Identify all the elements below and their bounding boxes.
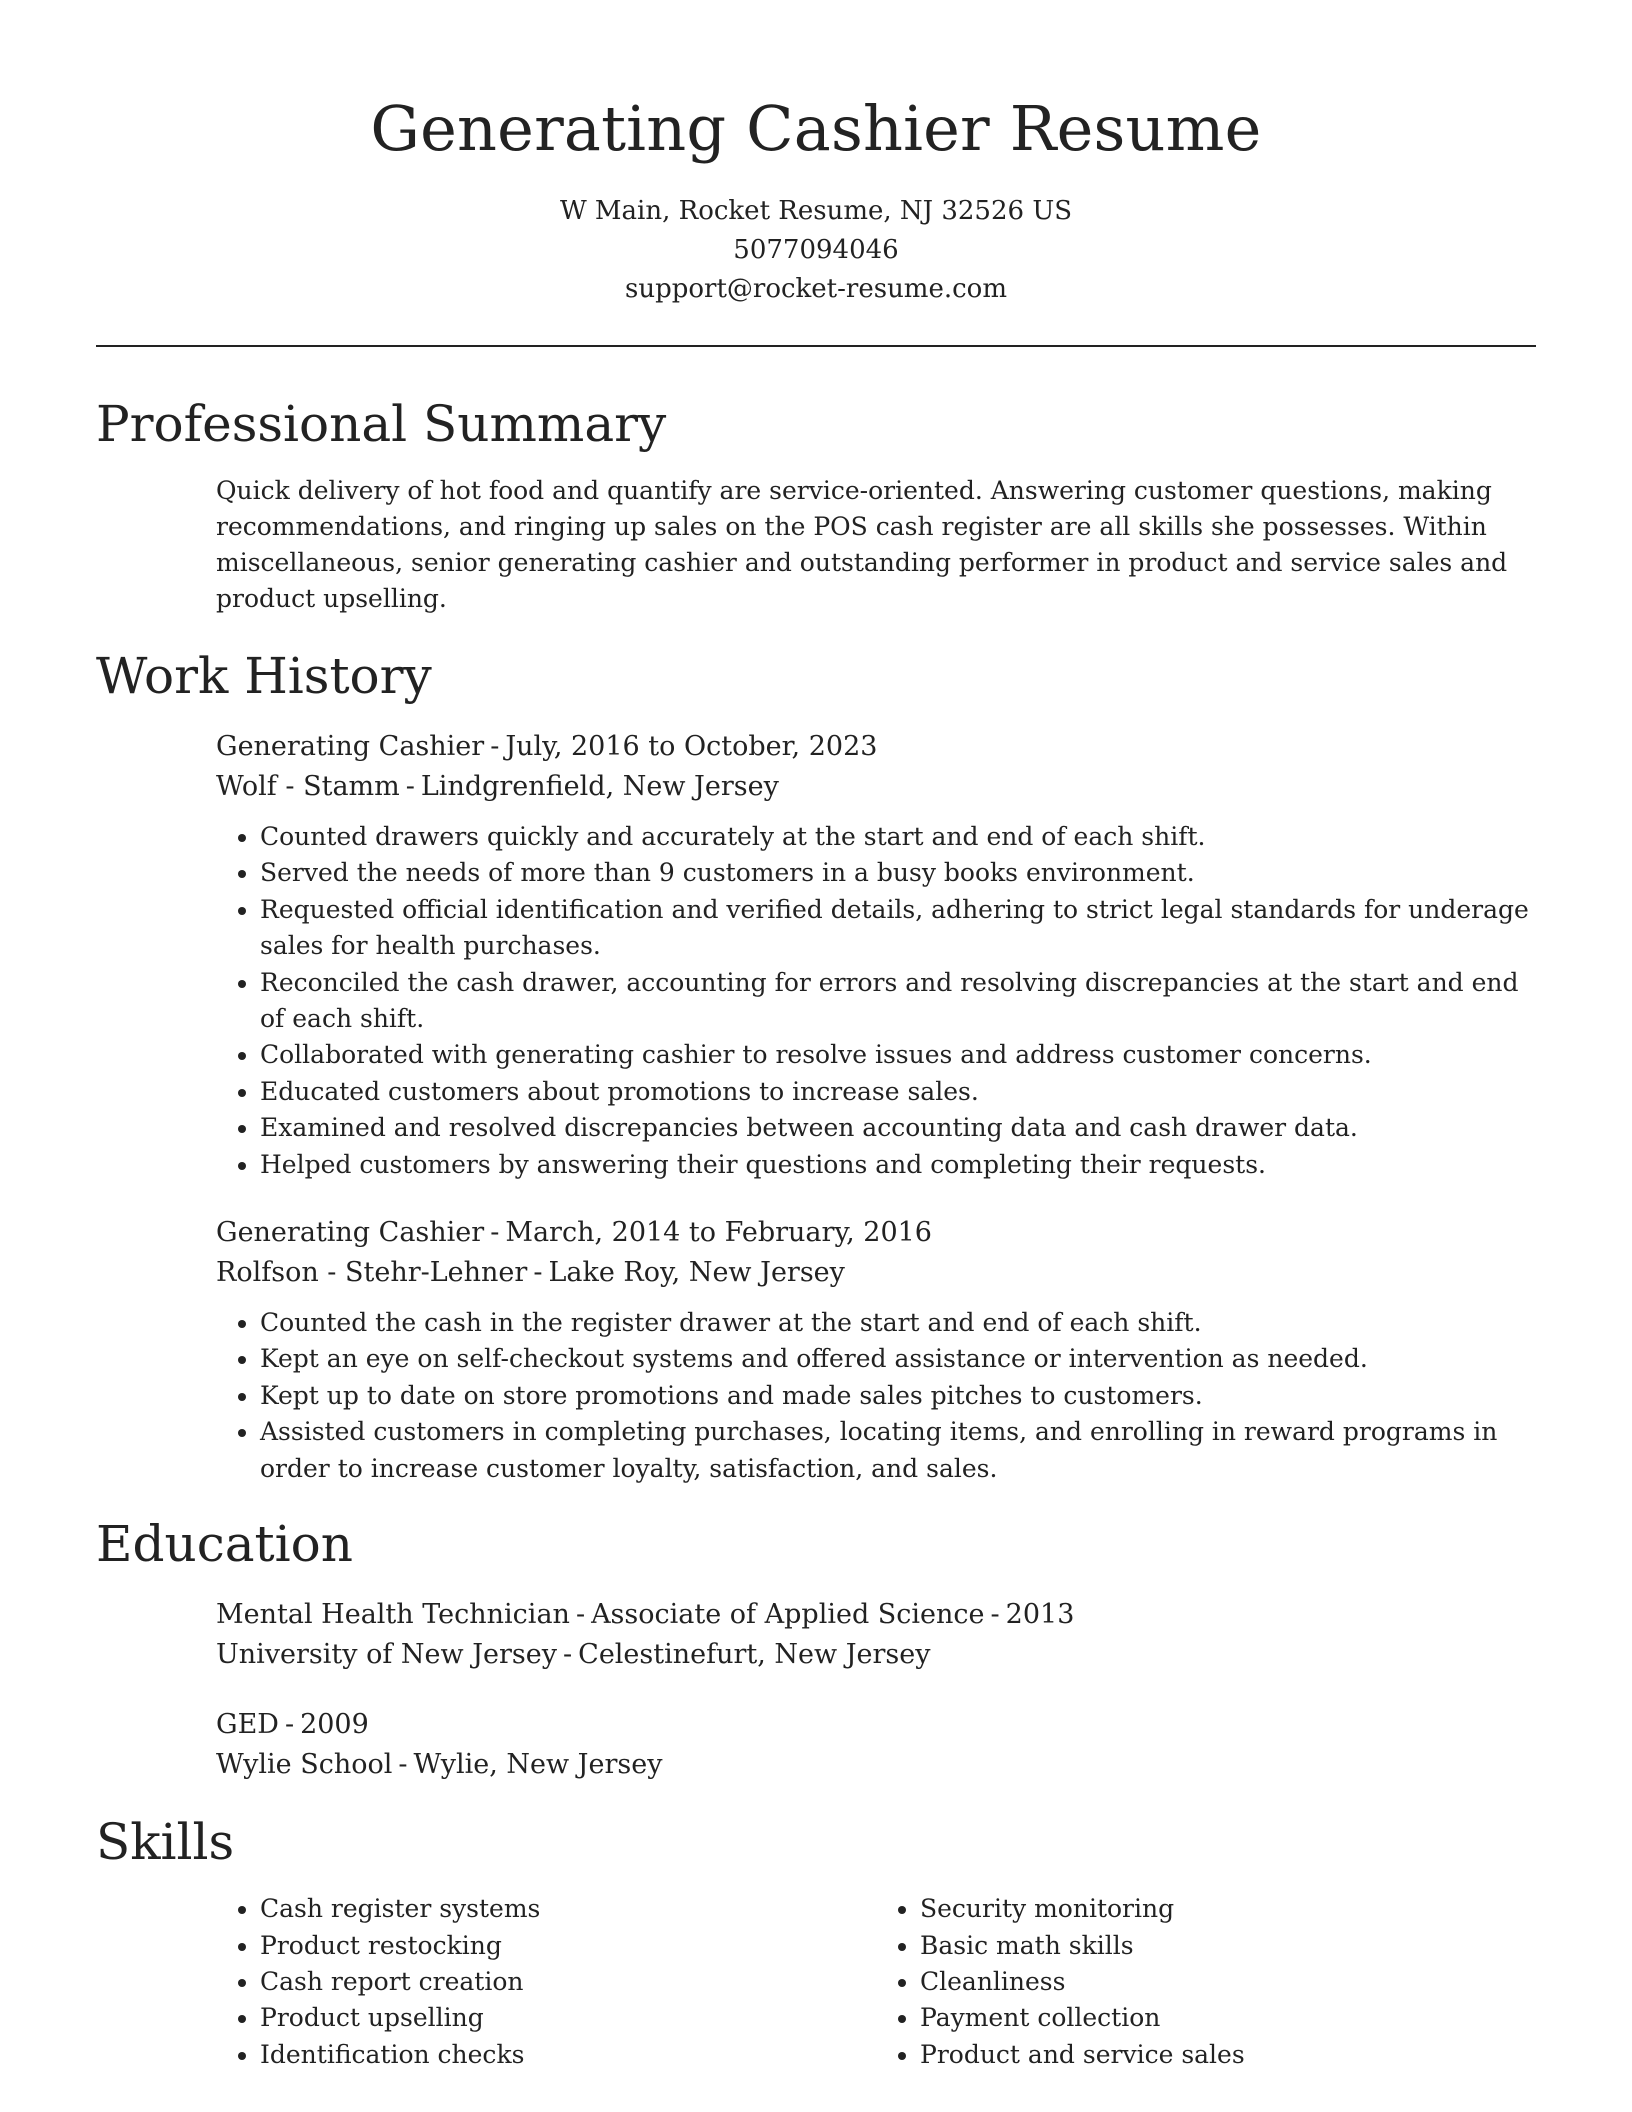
graduation-year: 2009 xyxy=(300,1709,369,1741)
skill-item: • Cash report creation xyxy=(260,1964,876,2000)
school-line: Wylie School - Wylie, New Jersey xyxy=(216,1749,663,1781)
list-item: • Served the needs of more than 9 customers in a busy books environment. xyxy=(260,855,1536,891)
work-title: Work History xyxy=(96,647,432,705)
skill-item: • Product restocking xyxy=(260,1928,876,1964)
skills-title: Skills xyxy=(96,1813,235,1872)
list-item: • Examined and resolved discrepancies between accounting data and cash drawer data. xyxy=(260,1110,1536,1146)
skill-item: • Product and service sales xyxy=(920,2037,1536,2073)
skill-item: • Basic math skills xyxy=(920,1928,1536,1964)
education-section xyxy=(96,1509,1536,1785)
job-dates: July, 2016 to October, 2023 xyxy=(505,731,878,762)
education-entry xyxy=(96,1595,1536,1675)
header-divider xyxy=(96,345,1536,347)
skill-item: • Security monitoring xyxy=(920,1891,1536,1927)
skills-list-right xyxy=(876,1891,1536,2073)
job-bullets xyxy=(216,819,1536,1183)
skills-list-left xyxy=(216,1891,876,2073)
job-company: Wolf - Stamm xyxy=(216,771,400,802)
job-company-line: Wolf - Stamm - Lindgrenfield, New Jersey xyxy=(216,771,779,802)
work-section xyxy=(96,641,1536,1487)
job-dates: March, 2014 to February, 2016 xyxy=(505,1217,932,1249)
email: support@rocket-resume.com xyxy=(624,274,1007,304)
job-entry xyxy=(96,727,1536,1183)
summary-section xyxy=(96,389,1536,617)
address: W Main, Rocket Resume, NJ 32526 US xyxy=(559,196,1073,226)
job-location: Lake Roy, New Jersey xyxy=(548,1257,845,1289)
summary-title: Professional Summary xyxy=(96,395,667,453)
list-item: • Assisted customers in completing purchases, locating items, and enrolling in reward programs in order to increase customer loyalty, satisfaction, and sales. xyxy=(260,1414,1536,1487)
job-entry xyxy=(96,1213,1536,1487)
list-item: • Counted drawers quickly and accurately at the start and end of each shift. xyxy=(260,819,1536,855)
list-item: • Counted the cash in the register drawer at the start and end of each shift. xyxy=(260,1305,1536,1341)
list-item: • Reconciled the cash drawer, accounting for errors and resolving discrepancies at the start and end of each shift. xyxy=(260,965,1536,1038)
list-item: • Requested official identification and verified details, adhering to strict legal standards for underage sales for health purchases. xyxy=(260,892,1536,965)
education-entry xyxy=(96,1705,1536,1785)
skills-columns xyxy=(96,1891,1536,2073)
job-title-line: Generating Cashier - March, 2014 to February, 2016 xyxy=(216,1217,932,1249)
school: University of New Jersey xyxy=(216,1639,558,1671)
degree: GED xyxy=(216,1709,279,1741)
graduation-year: 2013 xyxy=(1005,1599,1075,1631)
job-position: Generating Cashier xyxy=(216,731,485,762)
skill-item: • Product upselling xyxy=(260,2000,876,2036)
contact-info xyxy=(96,192,1536,309)
skill-item: • Cash register systems xyxy=(260,1891,876,1927)
school-location: Celestinefurt, New Jersey xyxy=(578,1639,931,1671)
phone: 5077094046 xyxy=(733,235,899,265)
skill-item: • Cleanliness xyxy=(920,1964,1536,2000)
summary-text: Quick delivery of hot food and quantify are service-oriented. Answering customer questions, making recommendations, and ringing up sales on the POS cash register are all skills she possesses. Within miscellaneous, senior generating cashier and outstanding performer in product and service sales and product upselling. xyxy=(216,476,1508,613)
school-line: University of New Jersey - Celestinefurt, New Jersey xyxy=(216,1639,931,1671)
resume-header xyxy=(96,0,1536,309)
skills-section xyxy=(96,1807,1536,2073)
job-title-line: Generating Cashier - July, 2016 to October, 2023 xyxy=(216,731,878,762)
school-location: Wylie, New Jersey xyxy=(413,1749,663,1781)
list-item: • Educated customers about promotions to increase sales. xyxy=(260,1074,1536,1110)
degree: Mental Health Technician xyxy=(216,1599,570,1631)
list-item: • Kept up to date on store promotions and made sales pitches to customers. xyxy=(260,1378,1536,1414)
education-title: Education xyxy=(96,1515,353,1574)
job-position: Generating Cashier xyxy=(216,1217,485,1249)
list-item: • Kept an eye on self-checkout systems and offered assistance or intervention as needed. xyxy=(260,1341,1536,1377)
job-location: Lindgrenfield, New Jersey xyxy=(420,771,779,802)
job-bullets xyxy=(216,1305,1536,1487)
list-item: • Helped customers by answering their questions and completing their requests. xyxy=(260,1147,1536,1183)
job-company: Rolfson - Stehr-Lehner xyxy=(216,1257,528,1289)
school: Wylie School xyxy=(216,1749,393,1781)
job-company-line: Rolfson - Stehr-Lehner - Lake Roy, New Jersey xyxy=(216,1257,845,1289)
degree-line: GED - 2009 xyxy=(216,1709,369,1741)
resume-name: Generating Cashier Resume xyxy=(370,92,1262,165)
degree-line: Mental Health Technician - Associate of Applied Science - 2013 xyxy=(216,1599,1075,1631)
skill-item: • Payment collection xyxy=(920,2000,1536,2036)
list-item: • Collaborated with generating cashier to resolve issues and address customer concerns. xyxy=(260,1037,1536,1073)
degree-type: Associate of Applied Science xyxy=(591,1599,985,1631)
skill-item: • Identification checks xyxy=(260,2037,876,2073)
